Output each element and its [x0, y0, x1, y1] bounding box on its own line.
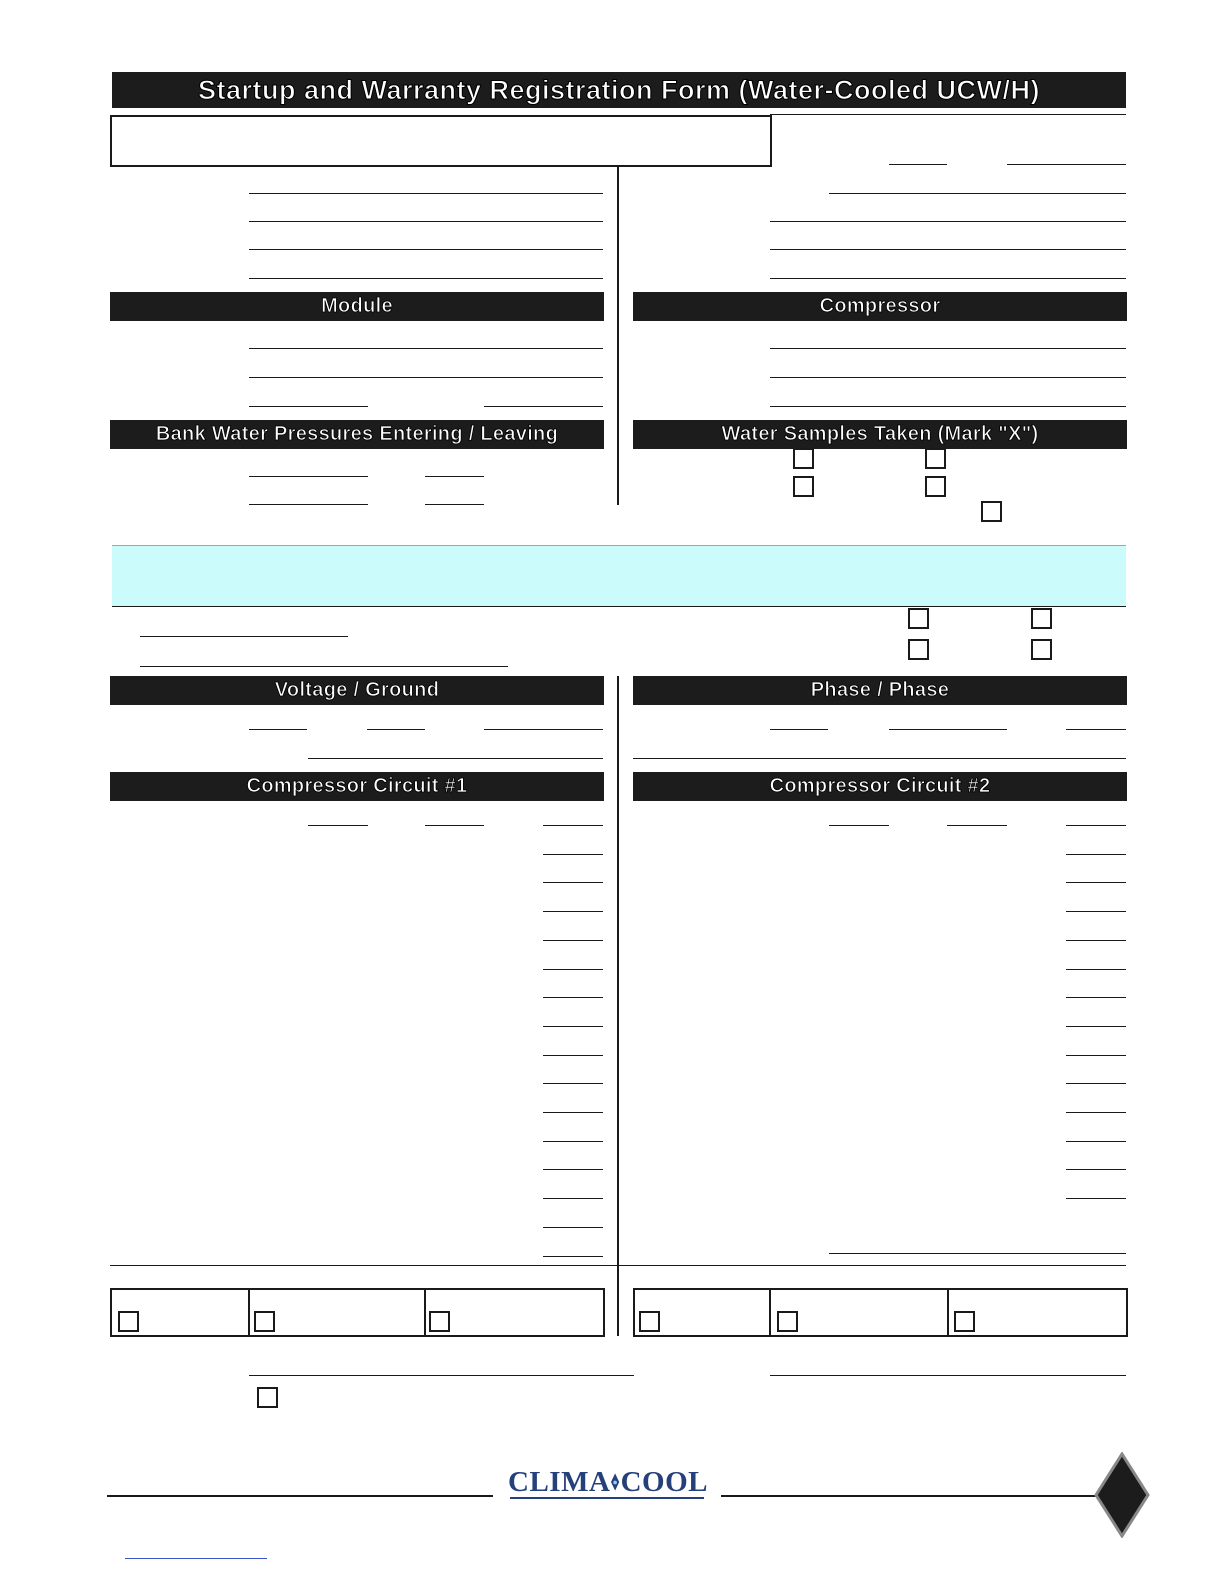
below-banner-field-1[interactable] — [140, 636, 348, 637]
right-field-4[interactable] — [770, 278, 1126, 279]
circuit2-reading-field-9[interactable] — [1066, 1055, 1126, 1056]
left-option-checkbox-1[interactable] — [118, 1311, 139, 1332]
bank-water-section-title: Bank Water Pressures Entering / Leaving — [155, 423, 559, 445]
date-field-b[interactable] — [1007, 164, 1126, 165]
circuit2-reading-field-4[interactable] — [1066, 911, 1126, 912]
module-field-2[interactable] — [249, 377, 603, 378]
signature-field-right[interactable] — [770, 1375, 1126, 1376]
water-sample-checkbox-4[interactable] — [925, 476, 946, 497]
circuit1-reading-field-15[interactable] — [543, 1227, 603, 1228]
phase-field-1[interactable] — [770, 729, 828, 730]
bank-water-field-1b[interactable] — [425, 476, 484, 477]
circuit1-reading-field-2[interactable] — [543, 854, 603, 855]
right-option-divider-2 — [947, 1288, 949, 1335]
bank-water-field-2a[interactable] — [249, 504, 368, 505]
banner-checkbox-3[interactable] — [908, 639, 929, 660]
bank-water-field-1a[interactable] — [249, 476, 368, 477]
left-option-checkbox-2[interactable] — [254, 1311, 275, 1332]
module-field-1[interactable] — [249, 348, 603, 349]
voltage-ground-section-header — [110, 676, 604, 705]
bank-water-field-2b[interactable] — [425, 504, 484, 505]
compressor-field-3[interactable] — [770, 406, 1126, 407]
circuit2-reading-field-5[interactable] — [1066, 940, 1126, 941]
circuit2-reading-field-7[interactable] — [1066, 997, 1126, 998]
circuit1-reading-field-8[interactable] — [543, 1026, 603, 1027]
logo-diamond-icon — [611, 1463, 619, 1501]
top-column-divider — [617, 165, 619, 505]
circuit1-reading-field-10[interactable] — [543, 1083, 603, 1084]
left-field-2[interactable] — [249, 221, 603, 222]
circuit1-reading-field-12[interactable] — [543, 1141, 603, 1142]
water-sample-checkbox-5[interactable] — [981, 501, 1002, 522]
circuit2-reading-field-11[interactable] — [1066, 1112, 1126, 1113]
module-field-3a[interactable] — [249, 406, 368, 407]
compressor-field-1[interactable] — [770, 348, 1126, 349]
circuit1-reading-field-1[interactable] — [543, 825, 603, 826]
water-sample-checkbox-1[interactable] — [793, 448, 814, 469]
instruction-banner — [112, 545, 1126, 607]
date-field-a[interactable] — [889, 164, 947, 165]
footer-rule-left — [107, 1495, 493, 1497]
form-title: Startup and Warranty Registration Form (Water-Cooled UCW/H) — [197, 74, 1041, 105]
circuit2-reading-field-13[interactable] — [1066, 1169, 1126, 1170]
circuit2-reading-field-12[interactable] — [1066, 1141, 1126, 1142]
right-field-2[interactable] — [770, 221, 1126, 222]
footer-rule-right — [721, 1495, 1101, 1497]
circuit2-reading-field-10[interactable] — [1066, 1083, 1126, 1084]
signature-field-left[interactable] — [249, 1375, 634, 1376]
bank-water-section-header — [110, 420, 604, 449]
circuit2-section-header — [633, 772, 1127, 801]
left-option-divider-1 — [248, 1288, 250, 1335]
left-field-1[interactable] — [249, 193, 603, 194]
voltage-field-2[interactable] — [367, 729, 425, 730]
lower-column-divider — [617, 676, 619, 1336]
page-corner-diamond-icon — [1094, 1452, 1150, 1538]
phase-field-2[interactable] — [889, 729, 1007, 730]
left-option-box — [110, 1288, 605, 1337]
circuit1-reading-field-6[interactable] — [543, 969, 603, 970]
compressor-section-header — [633, 292, 1127, 321]
circuit1-head-field-2[interactable] — [425, 825, 484, 826]
right-option-checkbox-3[interactable] — [954, 1311, 975, 1332]
compressor-field-2[interactable] — [770, 377, 1126, 378]
circuit2-section-title: Compressor Circuit #2 — [769, 775, 991, 797]
compressor-section-title: Compressor — [819, 295, 941, 317]
right-option-divider-1 — [769, 1288, 771, 1335]
module-section-header — [110, 292, 604, 321]
voltage-field-4[interactable] — [308, 758, 603, 759]
phase-phase-section-header — [633, 676, 1127, 705]
circuit2-reading-field-8[interactable] — [1066, 1026, 1126, 1027]
voltage-field-1[interactable] — [249, 729, 307, 730]
circuit1-reading-field-14[interactable] — [543, 1198, 603, 1199]
circuits-bottom-rule — [110, 1265, 1126, 1266]
circuit1-reading-field-13[interactable] — [543, 1169, 603, 1170]
banner-checkbox-4[interactable] — [1031, 639, 1052, 660]
module-section-title: Module — [321, 295, 393, 317]
right-option-box — [633, 1288, 1128, 1337]
phase-field-4[interactable] — [633, 758, 1126, 759]
form-title-bar — [112, 72, 1126, 108]
right-option-checkbox-1[interactable] — [639, 1311, 660, 1332]
circuit2-reading-field-6[interactable] — [1066, 969, 1126, 970]
circuit1-reading-field-4[interactable] — [543, 911, 603, 912]
water-samples-section-title: Water Samples Taken (Mark "X") — [721, 423, 1039, 445]
water-samples-section-header — [633, 420, 1127, 449]
circuit2-reading-field-14[interactable] — [1066, 1198, 1126, 1199]
right-field-3[interactable] — [770, 249, 1126, 250]
water-sample-checkbox-2[interactable] — [925, 448, 946, 469]
circuit2-head-field-1[interactable] — [829, 825, 889, 826]
project-info-box[interactable] — [110, 115, 772, 167]
header-top-right-line — [770, 114, 1126, 115]
logo-text-right: COOL — [620, 1465, 708, 1498]
right-option-checkbox-2[interactable] — [777, 1311, 798, 1332]
circuit2-reading-field-3[interactable] — [1066, 882, 1126, 883]
footer-link-underline[interactable] — [125, 1558, 267, 1559]
water-sample-checkbox-3[interactable] — [793, 476, 814, 497]
left-field-4[interactable] — [249, 278, 603, 279]
phase-phase-section-title: Phase / Phase — [810, 679, 950, 701]
banner-checkbox-2[interactable] — [1031, 608, 1052, 629]
circuit2-head-field-2[interactable] — [947, 825, 1007, 826]
logo-underline — [510, 1497, 704, 1499]
circuit1-reading-field-16[interactable] — [543, 1256, 603, 1257]
circuit2-reading-field-2[interactable] — [1066, 854, 1126, 855]
climacool-logo — [508, 1462, 708, 1502]
circuit1-reading-field-9[interactable] — [543, 1055, 603, 1056]
logo-text-left: CLIMA — [508, 1465, 611, 1498]
left-option-checkbox-3[interactable] — [429, 1311, 450, 1332]
circuit1-head-field-1[interactable] — [308, 825, 368, 826]
circuit2-signature-line[interactable] — [829, 1253, 1126, 1254]
circuit1-reading-field-7[interactable] — [543, 997, 603, 998]
left-field-3[interactable] — [249, 249, 603, 250]
circuit2-reading-field-1[interactable] — [1066, 825, 1126, 826]
module-field-3b[interactable] — [484, 406, 603, 407]
voltage-ground-section-title: Voltage / Ground — [274, 679, 440, 701]
below-banner-field-2[interactable] — [140, 666, 508, 667]
circuit1-section-header — [110, 772, 604, 801]
left-option-divider-2 — [424, 1288, 426, 1335]
right-field-1[interactable] — [829, 193, 1126, 194]
voltage-field-3[interactable] — [484, 729, 603, 730]
signature-checkbox[interactable] — [257, 1387, 278, 1408]
banner-checkbox-1[interactable] — [908, 608, 929, 629]
circuit1-reading-field-3[interactable] — [543, 882, 603, 883]
circuit1-reading-field-11[interactable] — [543, 1112, 603, 1113]
circuit1-section-title: Compressor Circuit #1 — [246, 775, 468, 797]
circuit1-reading-field-5[interactable] — [543, 940, 603, 941]
phase-field-3[interactable] — [1066, 729, 1126, 730]
